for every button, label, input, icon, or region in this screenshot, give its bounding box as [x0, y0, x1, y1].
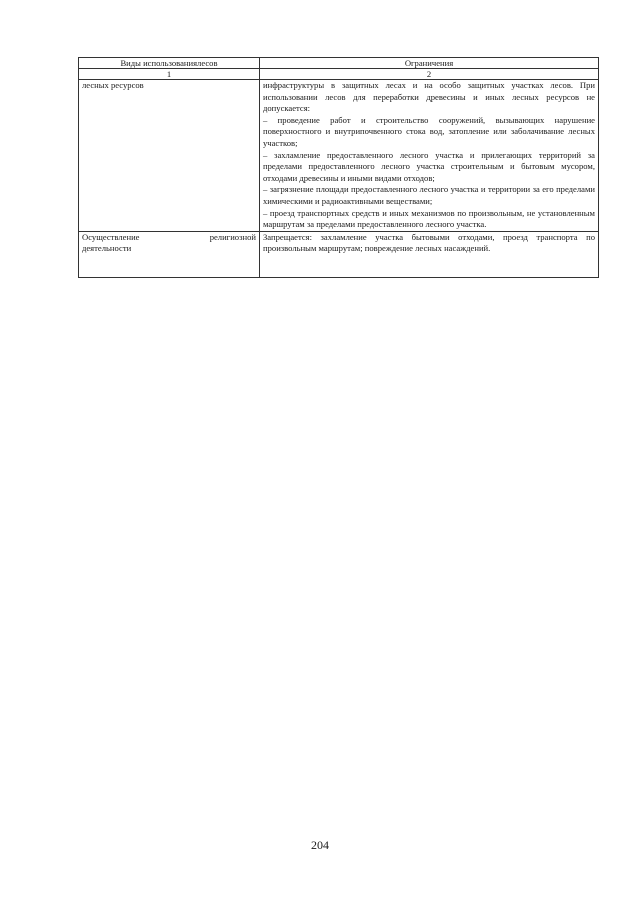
header-restrictions: Ограничения	[260, 58, 599, 69]
restriction-item: – проезд транспортных средств и иных механизмов по произвольным, не установленным маршрутам за пределами предоставленного лесного участка.	[263, 207, 595, 230]
table-row	[79, 80, 599, 232]
forest-use-word: религиозной	[209, 231, 256, 242]
column-number-2: 2	[260, 69, 599, 80]
restrictions-table	[78, 57, 599, 278]
column-number-1: 1	[79, 69, 260, 80]
restrictions-cell	[260, 80, 599, 232]
table-row	[79, 231, 599, 277]
forest-use-cell: лесных ресурсов	[79, 80, 260, 232]
restriction-item: – загрязнение площади предоставленного лесного участка и территории за его пределами химическими и радиоактивными веществами;	[263, 184, 595, 206]
restrictions-cell: Запрещается: захламление участка бытовыми отходами, проезд транспорта по произвольным маршрутам; повреждение лесных насаждений.	[260, 231, 599, 277]
forest-use-cell	[79, 231, 260, 277]
page-number: 204	[311, 838, 329, 852]
column-number-row	[79, 69, 599, 80]
table-header-row	[79, 58, 599, 69]
forest-use-line: деятельности	[82, 243, 132, 254]
forest-use-word: Осуществление	[82, 231, 140, 242]
restriction-item: – захламление предоставленного лесного участка и прилегающих территорий за пределами предоставленного лесного участка строительным и бытовым мусором, отходами древесины и иными видами отходов;	[263, 149, 595, 183]
header-forest-use: Виды использованиялесов	[79, 58, 260, 69]
restriction-item: – проведение работ и строительство сооружений, вызывающих нарушение поверхностного и внутрипочвенного стока вод, затопление или заболачивание лесных участков;	[263, 114, 595, 148]
restriction-paragraph: инфраструктуры в защитных лесах и на особо защитных участках лесов. При использовании лесов для переработки древесины и иных лесных ресурсов не допускается:	[263, 80, 595, 114]
